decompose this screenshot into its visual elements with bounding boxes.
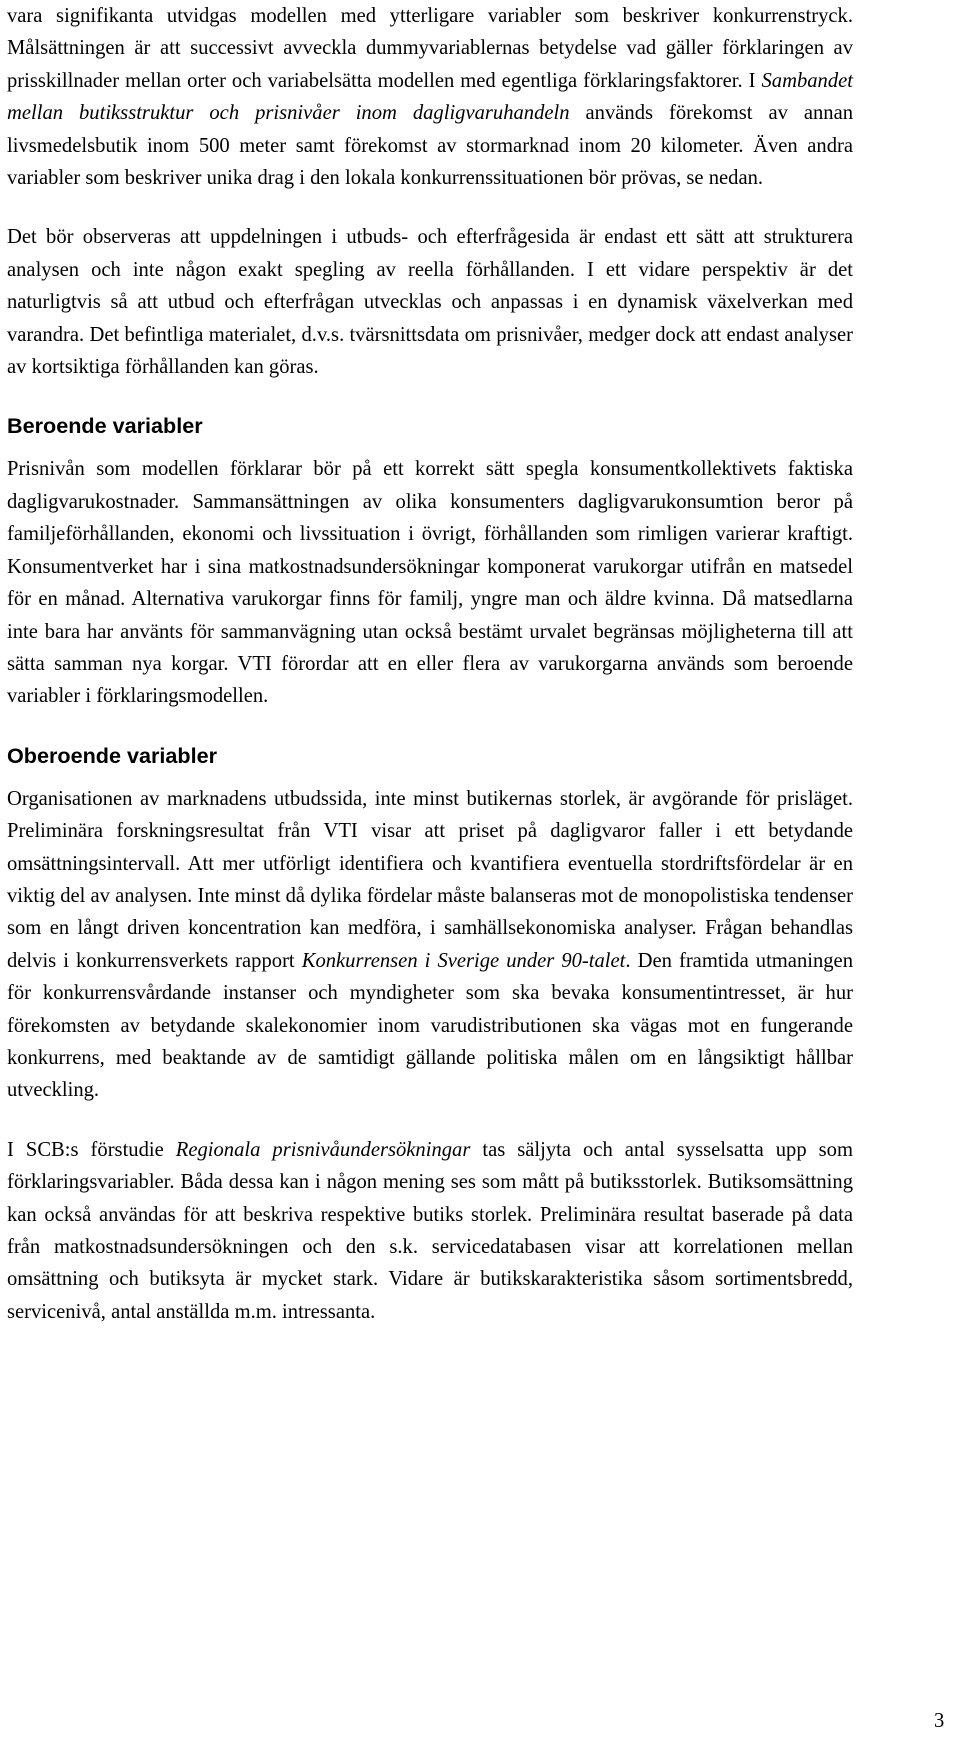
- paragraph-supply-demand-note: Det bör observeras att uppdelningen i utbuds- och efterfrågesida är endast ett sätt att strukturera analysen och inte någon exakt spegling av reella förhållanden. I ett vidare perspektiv är det naturligtvis så att utbud och efterfrågan utvecklas och anpassas i en dynamisk växelverkan med varandra. Det befintliga materialet, d.v.s. tvärsnittsdata om prisnivåer, medger dock att endast analyser av kortsiktiga förhållanden kan göras.: [7, 226, 853, 379]
- text-run: vara signifikanta utvidgas modellen med ytterligare variabler som beskriver konkurrenstryck. Målsättningen är att successivt avveckla dummyvariablernas betydelse vad gäller förklaringen av prisskillnader mellan orter och variabelsätta modellen med egentliga förklaringsfaktorer. I: [7, 5, 853, 92]
- report-title-italic: Sambandet mellan butiksstruktur och prisnivåer inom dagligvaruhandeln: [7, 69, 853, 125]
- text-run: . Den framtida utmaningen för konkurrensvårdande instanser och myndigheter som ska bevaka konsumentintresset, är hur förekomsten av betydande skalekonomier inom varudistributionen ska vägas mot en fungerande konkurrens, med beaktande av de samtidigt gällande politiska målen om en långsiktigt hållbar utveckling.: [7, 949, 853, 1102]
- text-run: Organisationen av marknadens utbudssida, inte minst butikernas storlek, är avgörande för prisläget. Preliminära forskningsresultat från VTI visar att priset på dagligvaror faller i ett betydande omsättningsintervall. Att mer utförligt identifiera och kvantifiera eventuella stordriftsfördelar är en viktig del av analysen. Inte minst då dylika fördelar måste balanseras mot de monopolistiska tendenser som en långt driven koncentration kan medföra, i samhällsekonomiska analyser. Frågan behandlas delvis i konkurrensverkets rapport: [7, 787, 853, 972]
- text-run: tas säljyta och antal sysselsatta upp som förklaringsvariabler. Båda dessa kan i någon mening ses som mått på butiksstorlek. Butiksomsättning kan också användas för att beskriva respektive butiks storlek. Preliminära resultat baserade på data från matkostnadsundersökningen och den s.k. servicedatabasen visar att korrelationen mellan omsättning och butiksyta är mycket stark. Vidare är butikskarakteristika såsom sortimentsbredd, servicenivå, antal anställda m.m. intressanta.: [7, 1138, 853, 1323]
- report-title-italic: Konkurrensen i Sverige under 90-talet: [301, 949, 626, 972]
- heading-independent-variables: Oberoende variabler: [7, 742, 218, 768]
- heading-dependent-variables: Beroende variabler: [7, 413, 203, 439]
- report-title-italic: Regionala prisnivåundersökningar: [175, 1138, 471, 1161]
- document-page: [7, 0, 853, 1328]
- paragraph-model-expansion: [7, 0, 853, 194]
- paragraph-dependent-variables: Prisnivån som modellen förklarar bör på ett korrekt sätt spegla konsumentkollektivets faktiska dagligvarukostnader. Sammansättningen av olika konsumenters dagligvarukonsumtion beror på familjeförhållanden, ekonomi och livssituation i övrigt, förhållanden som rimligen varierar kraftigt. Konsumentverket har i sina matkostnadsundersökningar komponerat varukorgar utifrån en matsedel för en månad. Alternativa varukorgar finns för familj, yngre man och äldre kvinna. Då matsedlarna inte bara har använts för sammanvägning utan också bestämt urvalet begränsas möjligheterna till att sätta samman nya korgar. VTI förordar att en eller flera av varukorgarna används som beroende variabler i förklaringsmodellen.: [7, 458, 853, 708]
- text-run: I SCB:s förstudie: [7, 1138, 176, 1161]
- text-run: används förekomst av annan livsmedelsbutik inom 500 meter samt förekomst av stormarknad inom 20 kilometer. Även andra variabler som beskriver unika drag i den lokala konkurrenssituationen bör prövas, se nedan.: [7, 102, 854, 190]
- paragraph-scb-study: [7, 1134, 853, 1328]
- paragraph-independent-variables: [7, 783, 853, 1107]
- page-number: 3: [934, 1710, 945, 1732]
